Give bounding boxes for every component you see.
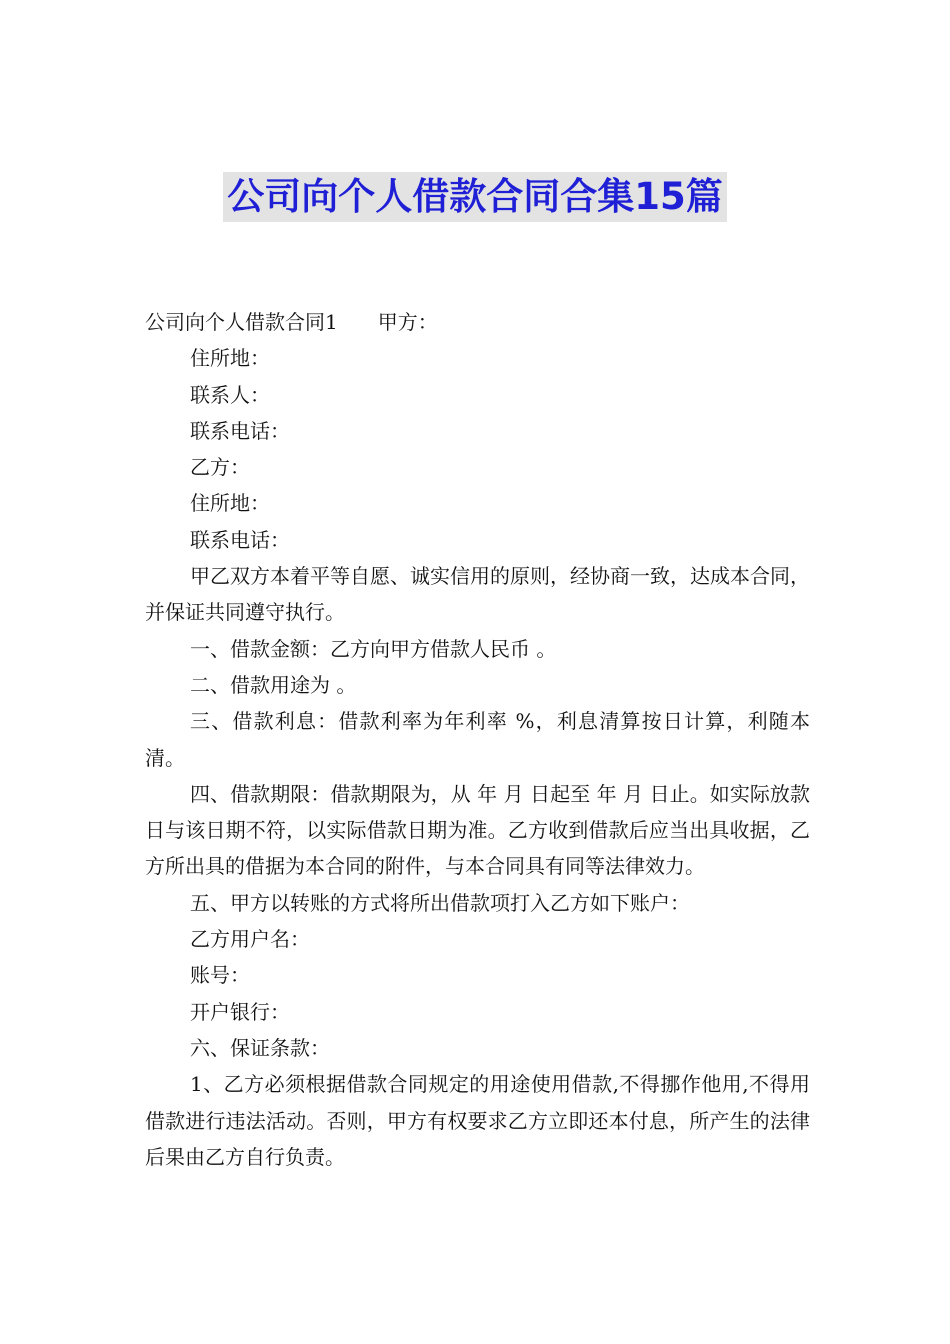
paragraph-guarantee-1: 1、乙方必须根据借款合同规定的用途使用借款,不得挪作他用,不得用借款进行违法活动。否则，甲方有权要求乙方立即还本付息，所产生的法律后果由乙方自行负责。 — [145, 1072, 810, 1169]
paragraph-party-b: 乙方： — [190, 455, 250, 480]
title-area — [0, 172, 950, 222]
paragraph-clause-5: 五、甲方以转账的方式将所出借款项打入乙方如下账户： — [190, 890, 690, 915]
paragraph-clause-2: 二、借款用途为 。 — [190, 672, 357, 697]
paragraph-account-number: 账号： — [190, 963, 250, 988]
paragraph-party-a-address: 住所地： — [190, 346, 270, 371]
paragraph-party-a-phone: 联系电话： — [190, 418, 290, 443]
paragraph-party-b-address: 住所地： — [190, 491, 270, 516]
paragraph-clause-6: 六、保证条款： — [190, 1035, 330, 1060]
paragraph-party-b-phone: 联系电话： — [190, 527, 290, 552]
paragraph-clause-3: 三、借款利息：借款利率为年利率 %，利息清算按日计算，利随本清。 — [145, 709, 810, 770]
paragraph-party-a-contact: 联系人： — [190, 382, 270, 407]
party-a-label: 甲方： — [377, 310, 438, 334]
document-title: 公司向个人借款合同合集15篇 — [223, 172, 727, 222]
paragraph-bank: 开户银行： — [190, 999, 290, 1024]
contract-heading-line — [145, 304, 810, 340]
paragraph-clause-1: 一、借款金额：乙方向甲方借款人民币 。 — [190, 636, 557, 661]
contract-heading: 公司向个人借款合同1 — [145, 310, 338, 334]
paragraph-preamble: 甲乙双方本着平等自愿、诚实信用的原则，经协商一致，达成本合同，并保证共同遵守执行。 — [145, 564, 810, 625]
paragraph-clause-4: 四、借款期限：借款期限为，从 年 月 日起至 年 月 日止。如实际放款日与该日期不符，以实际借款日期为准。乙方收到借款后应当出具收据，乙方所出具的借据为本合同的附件，与本合同具有同等法律效力。 — [145, 781, 810, 879]
document-body — [145, 304, 810, 1175]
paragraph-account-name: 乙方用户名： — [190, 927, 310, 952]
